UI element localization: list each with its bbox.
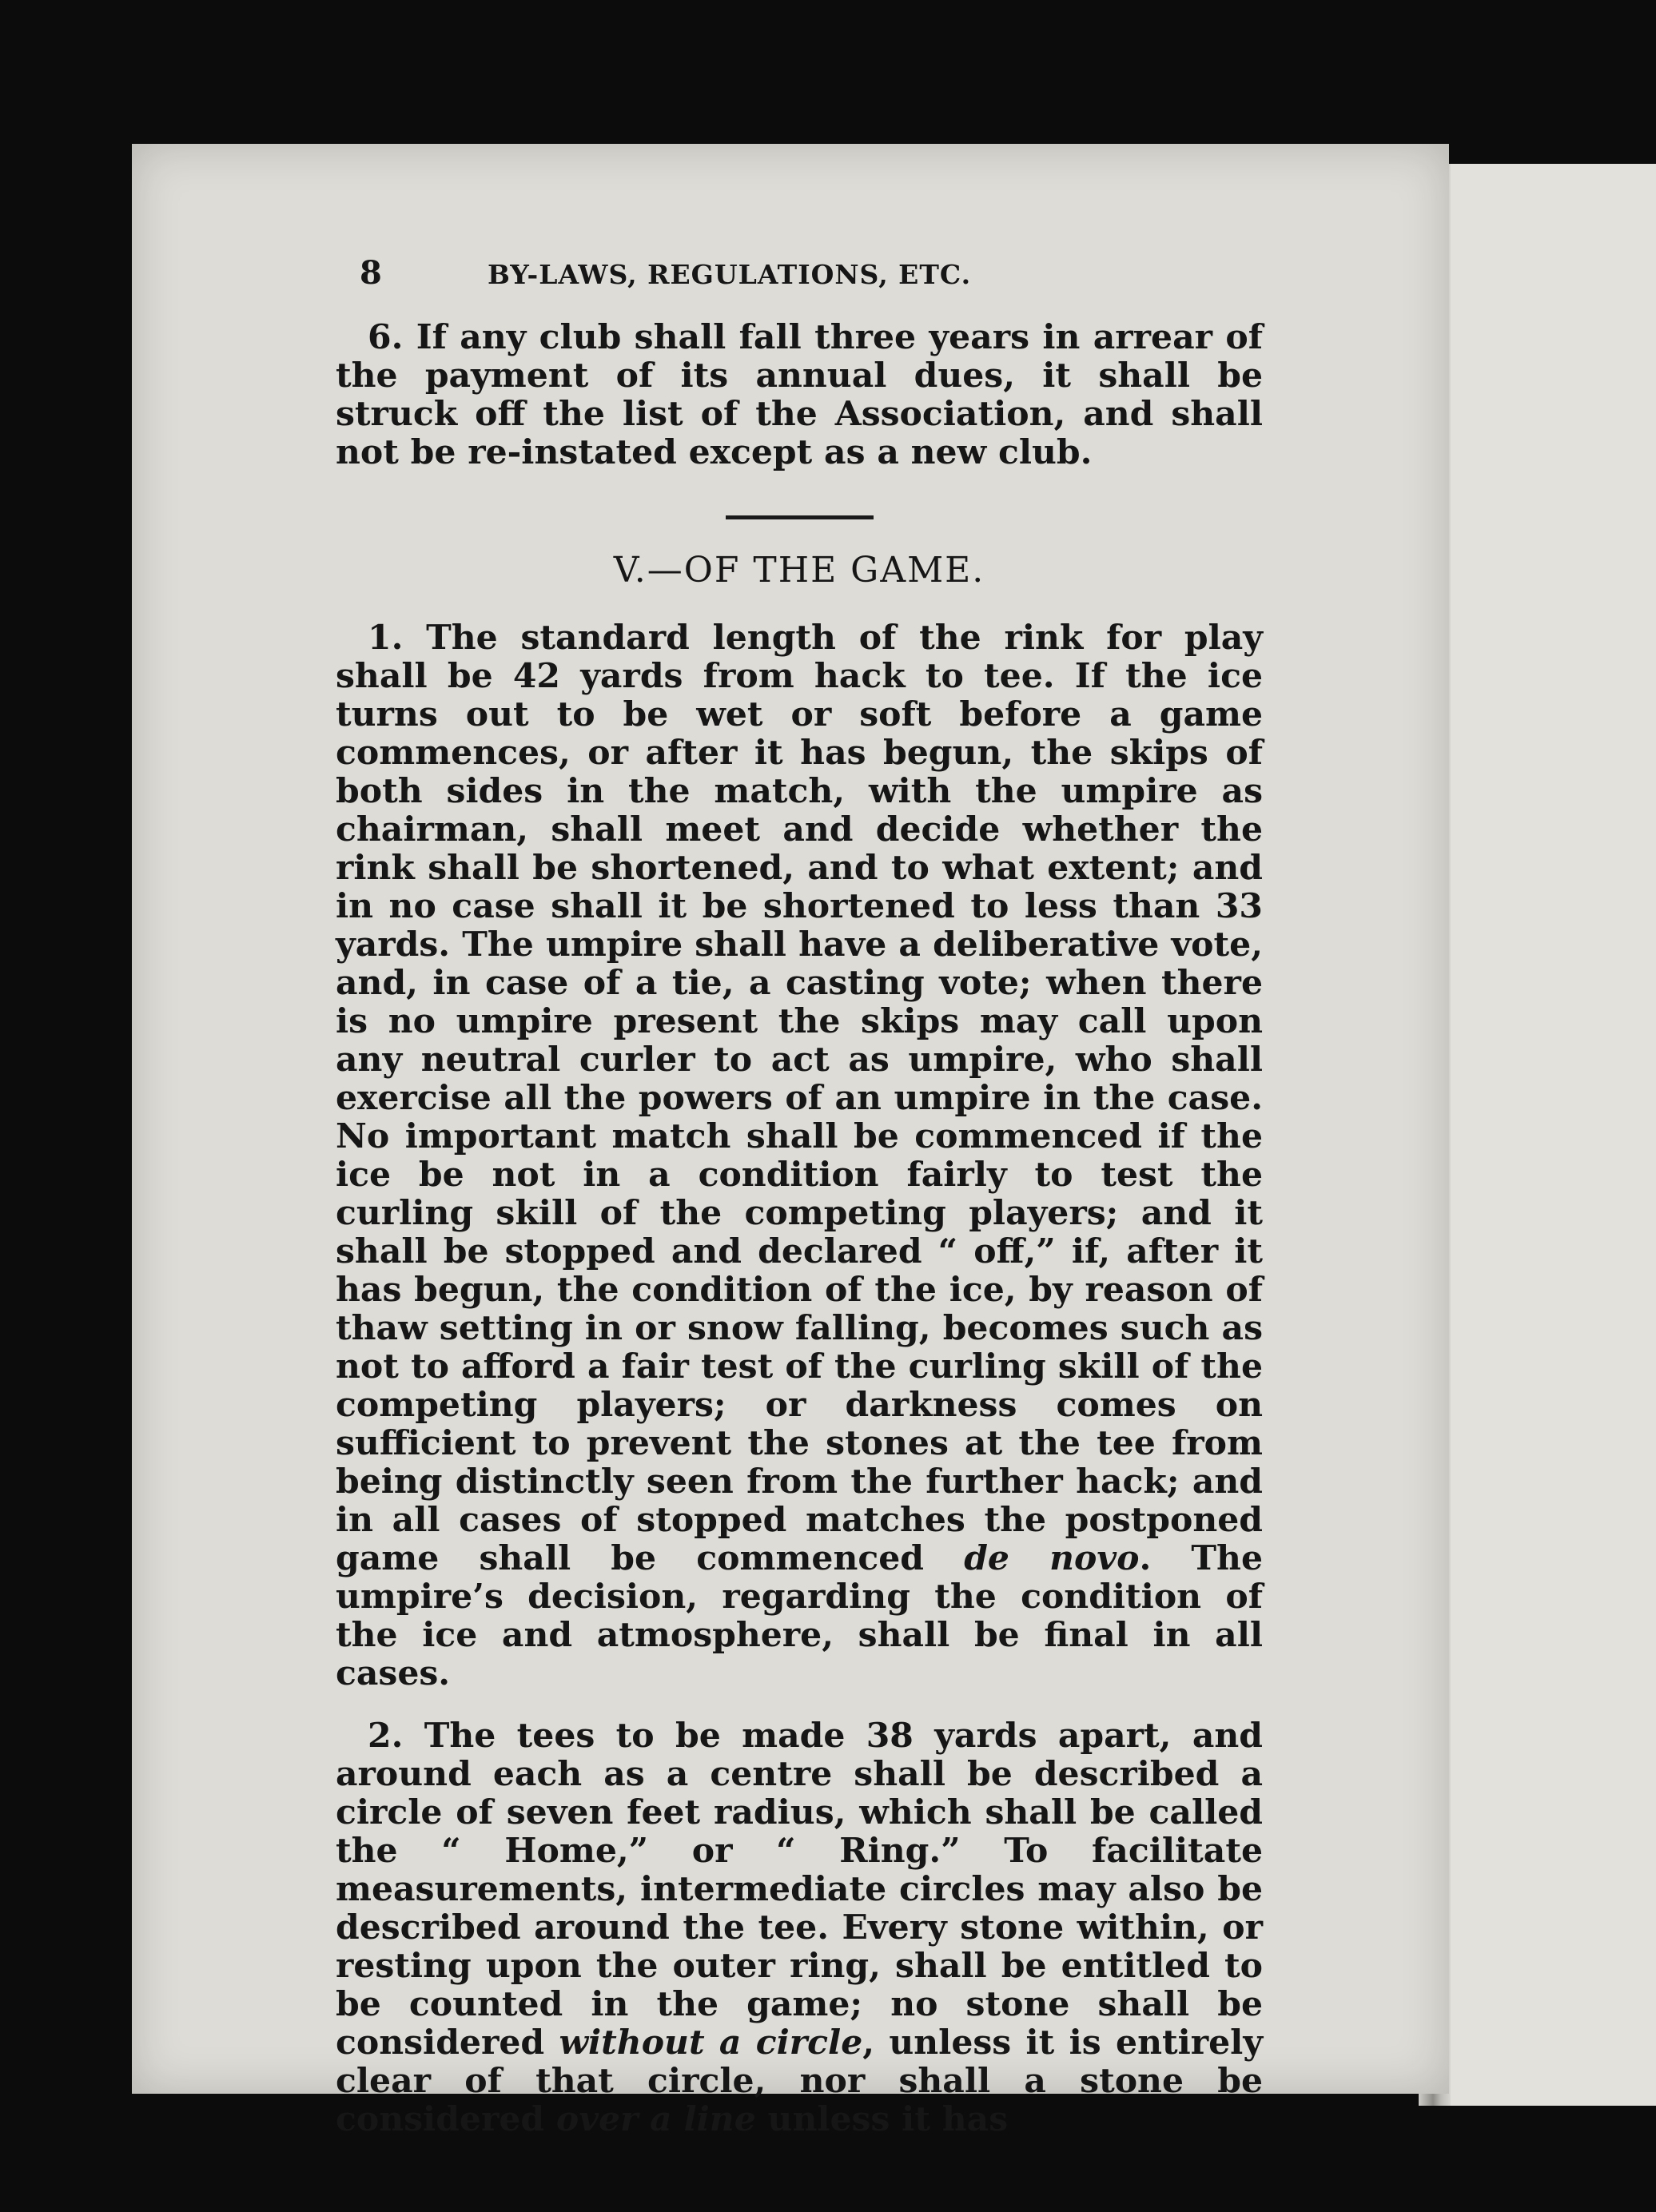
facing-page bbox=[1439, 164, 1656, 2106]
running-head bbox=[336, 254, 1263, 292]
running-head-title: BY-LAWS, REGULATIONS, ETC. bbox=[488, 259, 972, 290]
rule-1-paragraph bbox=[336, 619, 1263, 1693]
rule-2-text-a: 2. The tees to be made 38 yards apart, and around each as a centre shall be described a circle of seven feet radius, which shall be called the “ Home,” or “ Ring.” To facilitate measurements, intermediate circles may also be described around the tee. Every stone within, or resting upon the outer ring, shall be entitled to be counted in the game; no stone shall be considered bbox=[336, 1716, 1263, 2063]
article-6: 6. If any club shall fall three years in arrear of the payment of its annual dues, it shall be struck off the list of the Association, and shall not be re-instated except as a new club. bbox=[336, 317, 1263, 472]
rule-1-text-a: 1. The standard length of the rink for play shall be 42 yards from hack to tee. If the ice turns out to be wet or soft before a game commences, or after it has begun, the skips of both sides in the match, with the umpire as chairman, shall meet and decide whether the rink shall be shortened, and to what extent; and in no case shall it be shortened to less than 33 yards. The umpire shall have a deliberative vote, and, in case of a tie, a casting vote; when there is no umpire present the skips may call upon any neutral curler to act as umpire, who shall exercise all the powers of an umpire in the case. No important match shall be commenced if the ice be not in a condition fairly to test the curling skill of the competing players; and it shall be stopped and declared “ off,” if, after it has begun, the condition of the ice, by reason of thaw setting in or snow falling, becomes such as not to afford a fair test of the curling skill of the competing players; or darkness comes on sufficient to prevent the stones at the tee from being distinctly seen from the further hack; and in all cases of stopped matches the postponed game shall be commenced bbox=[336, 618, 1263, 1578]
section-heading: V.—OF THE GAME. bbox=[613, 550, 985, 591]
rule-2-text-b: , unless it is entirely clear of that circle, nor shall a stone be considered bbox=[336, 2023, 1264, 2139]
rule-1-italic: de novo bbox=[964, 1538, 1140, 1578]
rule-2-paragraph bbox=[336, 1717, 1263, 2138]
section-divider bbox=[726, 515, 874, 519]
rule-2-text-c: unless it has bbox=[755, 2099, 1009, 2139]
page-number: 8 bbox=[360, 254, 383, 292]
rule-2-italic-1: without a circle bbox=[559, 2023, 863, 2063]
rule-1-text-b: . The umpire’s decision, regarding the condition of the ice and atmosphere, shall be final in all cases. bbox=[336, 1538, 1263, 1693]
rule-2-italic-2: over a line bbox=[555, 2099, 756, 2139]
page-text bbox=[336, 254, 1263, 2138]
